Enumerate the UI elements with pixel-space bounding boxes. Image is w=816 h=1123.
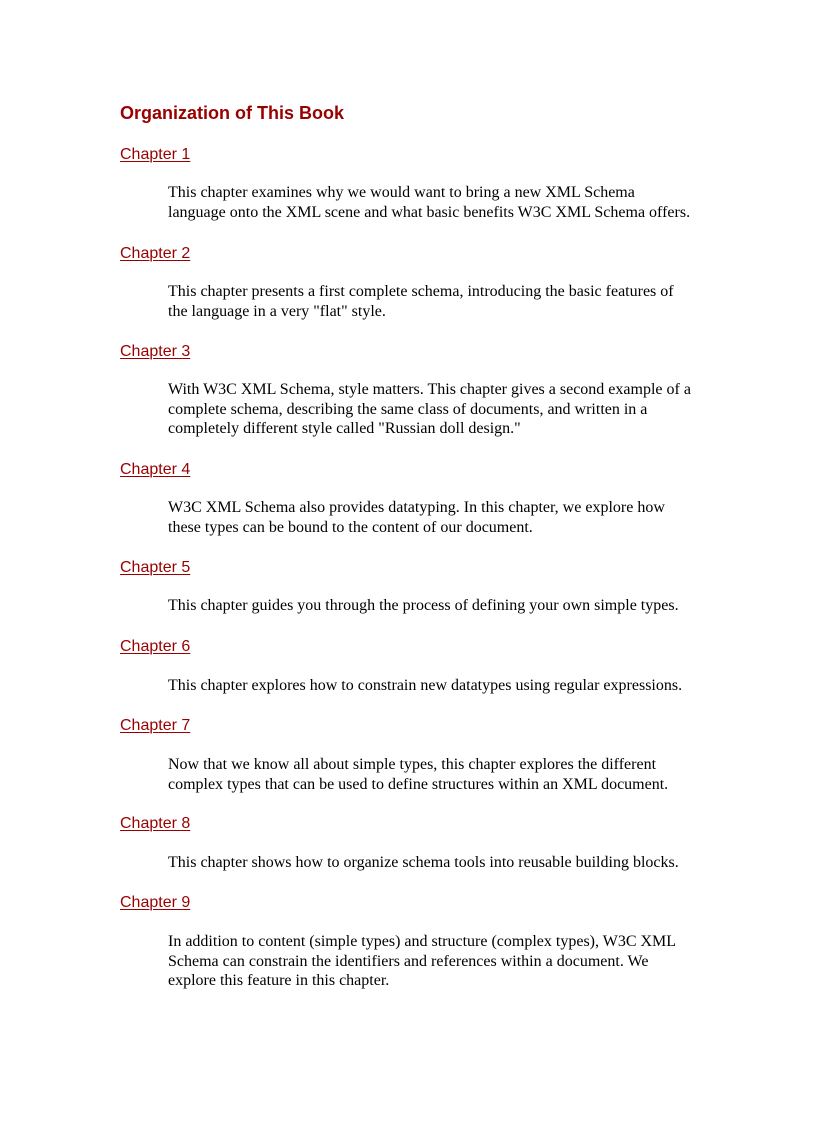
- description-line: explore this feature in this chapter.: [168, 972, 390, 989]
- description-line: complex types that can be used to define structures within an XML document.: [168, 775, 669, 793]
- section-heading: Organization of This Book: [120, 103, 344, 123]
- description-line: This chapter shows how to organize schema tools into reusable building blocks.: [168, 854, 679, 871]
- chapter-5-link[interactable]: Chapter 5: [120, 559, 191, 576]
- chapter-3-link[interactable]: Chapter 3: [120, 343, 191, 360]
- description-line: This chapter explores how to constrain new datatypes using regular expressions.: [168, 677, 683, 694]
- chapter-7-description: [168, 755, 708, 794]
- description-line: This chapter guides you through the process of defining your own simple types.: [168, 597, 679, 614]
- chapter-2-link[interactable]: Chapter 2: [120, 245, 191, 262]
- description-line: completely different style called "Russian doll design.": [168, 420, 521, 437]
- chapter-4-link[interactable]: Chapter 4: [120, 461, 191, 478]
- chapter-6-description: [168, 676, 708, 696]
- description-line: these types can be bound to the content of our document.: [168, 518, 533, 536]
- chapter-7-link[interactable]: Chapter 7: [120, 717, 191, 734]
- chapter-4-description: [168, 498, 708, 537]
- chapter-1-link[interactable]: Chapter 1: [120, 146, 191, 163]
- chapter-5-description: [168, 596, 708, 616]
- description-line: Now that we know all about simple types, this chapter explores the different: [168, 756, 657, 773]
- chapter-9-link[interactable]: Chapter 9: [120, 894, 191, 911]
- description-line: complete schema, describing the same class of documents, and written in a: [168, 400, 648, 418]
- description-line: With W3C XML Schema, style matters. This chapter gives a second example of a: [168, 381, 691, 398]
- chapter-8-link[interactable]: Chapter 8: [120, 815, 191, 832]
- description-line: This chapter presents a first complete schema, introducing the basic features of: [168, 283, 674, 300]
- chapter-6-link[interactable]: Chapter 6: [120, 638, 191, 655]
- description-line: Schema can constrain the identifiers and references within a document. We: [168, 952, 649, 970]
- description-line: This chapter examines why we would want to bring a new XML Schema: [168, 184, 635, 201]
- chapter-8-description: [168, 853, 708, 873]
- description-line: In addition to content (simple types) and structure (complex types), W3C XML: [168, 933, 677, 950]
- chapter-1-description: [168, 183, 708, 222]
- chapter-9-description: [168, 932, 708, 991]
- description-line: language onto the XML scene and what basic benefits W3C XML Schema offers.: [168, 203, 691, 221]
- chapter-3-description: [168, 380, 708, 439]
- description-line: W3C XML Schema also provides datatyping. In this chapter, we explore how: [168, 499, 665, 516]
- description-line: the language in a very "flat" style.: [168, 302, 386, 320]
- chapter-2-description: [168, 282, 708, 321]
